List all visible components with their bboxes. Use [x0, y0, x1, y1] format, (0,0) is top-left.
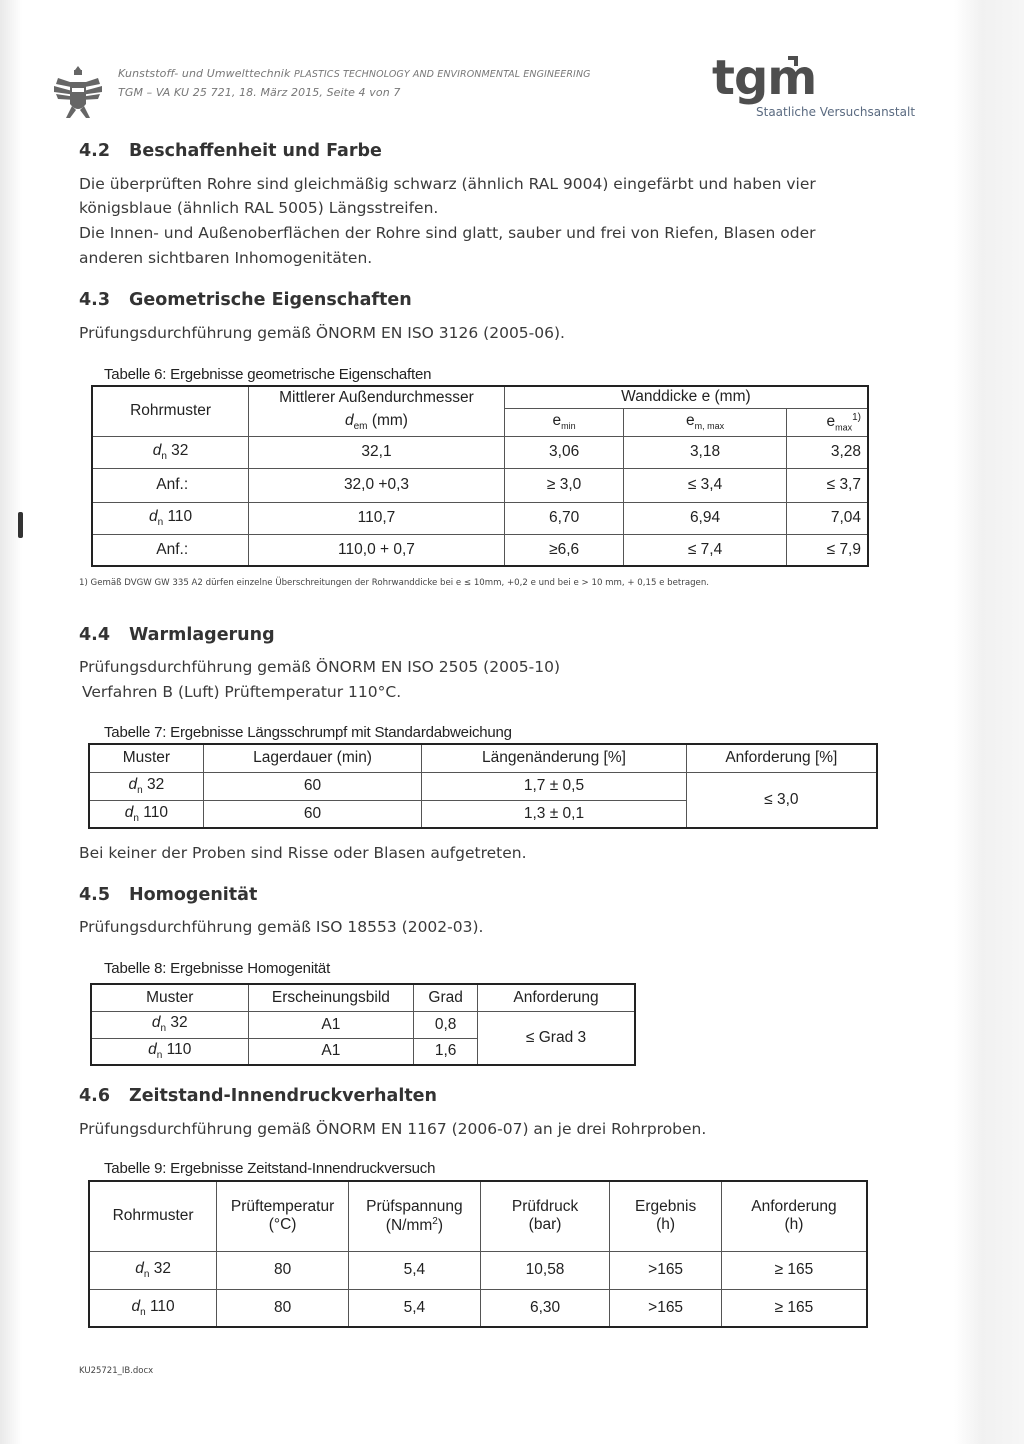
table-row	[89, 772, 877, 800]
tgm-logo-tick-icon	[788, 56, 798, 66]
s42-line-2: königsblaue (ähnlich RAL 5005) Längsstreifen.	[79, 199, 439, 217]
section-number: 4.2	[79, 141, 111, 161]
table-row	[92, 534, 868, 566]
table-8	[90, 983, 636, 1066]
table-row	[92, 436, 868, 468]
section-number: 4.6	[79, 1086, 111, 1106]
t8-head-muster: Muster	[91, 984, 248, 1011]
table-7-caption: Tabelle 7: Ergebnisse Längsschrumpf mit Standardabweichung	[104, 724, 512, 741]
table-6	[91, 385, 869, 567]
table-9	[88, 1180, 868, 1328]
tgm-logo-subtitle: Staatliche Versuchsanstalt	[756, 105, 916, 119]
t7-anforderung: ≤ 3,0	[686, 772, 877, 828]
table-7	[88, 743, 878, 829]
s44-note: Bei keiner der Proben sind Risse oder Blasen aufgetreten.	[79, 844, 527, 862]
header-line-1	[118, 67, 591, 80]
header-report-ref: TGM – VA KU 25 721, 18. März 2015, Seite 4 von 7	[118, 86, 401, 99]
t9-ergebnis: >165	[610, 1251, 722, 1289]
table-6-caption: Tabelle 6: Ergebnisse geometrische Eigenschaften	[104, 366, 432, 383]
t9-spannung: 5,4	[349, 1251, 481, 1289]
t6-emax: ≤ 7,9	[786, 534, 868, 566]
table-row	[89, 1251, 867, 1289]
scan-mark	[18, 512, 23, 538]
t6-muster: $d_n$ 32	[92, 436, 249, 468]
s46-method: Prüfungsdurchführung gemäß ÖNORM EN 1167 (2006-07) an je drei Rohrproben.	[79, 1120, 707, 1138]
t6-emmax: ≤ 3,4	[624, 468, 786, 502]
section-4-3-heading	[79, 290, 412, 310]
section-number: 4.5	[79, 885, 111, 905]
t8-head-grad: Grad	[414, 984, 478, 1011]
t6-emax: 3,28	[786, 436, 868, 468]
t9-muster: $d_n$ 32	[89, 1251, 217, 1289]
t9-temp: 80	[217, 1251, 349, 1289]
t6-emmax: ≤ 7,4	[624, 534, 786, 566]
t6-emmax: 6,94	[624, 502, 786, 534]
t6-head-emin: $e_{min}$	[504, 408, 624, 436]
scan-edge-left	[0, 0, 22, 1444]
s44-procedure: Verfahren B (Luft) Prüftemperatur 110°C.	[82, 683, 402, 701]
header-institute-en: PLASTICS TECHNOLOGY AND ENVIRONMENTAL ENGINEERING	[294, 69, 591, 80]
t6-emin: ≥6,6	[504, 534, 624, 566]
t7-muster: $d_n$ 110	[89, 800, 203, 828]
section-title: Beschaffenheit und Farbe	[129, 141, 382, 161]
t7-muster: $d_n$ 32	[89, 772, 203, 800]
t9-head-spannung: Prüfspannung $(N/mm^2)$	[349, 1181, 481, 1251]
t6-dem: 32,1	[249, 436, 505, 468]
t9-head-druck: Prüfdruck (bar)	[480, 1181, 610, 1251]
t6-head-rohrmuster: Rohrmuster	[92, 386, 249, 436]
t7-aenderung: 1,7 ± 0,5	[422, 772, 686, 800]
t8-grad: 1,6	[414, 1038, 478, 1065]
t7-head-anforderung: Anforderung [%]	[686, 744, 877, 772]
t7-head-laengenaenderung: Längenänderung [%]	[422, 744, 686, 772]
t9-head-temp: Prüftemperatur (°C)	[217, 1181, 349, 1251]
s42-line-4: anderen sichtbaren Inhomogenitäten.	[79, 249, 373, 267]
tgm-logo: tgm	[712, 50, 817, 106]
t9-anforderung: ≥ 165	[721, 1289, 867, 1327]
section-4-5-heading	[79, 885, 257, 905]
t9-druck: 6,30	[480, 1289, 610, 1327]
t8-muster: $d_n$ 32	[91, 1011, 248, 1038]
t6-emmax: 3,18	[624, 436, 786, 468]
s44-method: Prüfungsdurchführung gemäß ÖNORM EN ISO 2505 (2005-10)	[79, 658, 561, 676]
t6-head-emax: $e_{max}^{1)}$	[786, 408, 868, 436]
t7-aenderung: 1,3 ± 0,1	[422, 800, 686, 828]
t6-emax: ≤ 3,7	[786, 468, 868, 502]
t6-head-mittlerer: Mittlerer Außendurchmesser	[249, 386, 505, 408]
t9-head-ergebnis: Ergebnis (h)	[610, 1181, 722, 1251]
section-title: Warmlagerung	[129, 625, 275, 645]
header-institute: Kunststoff- und Umwelttechnik	[118, 67, 291, 80]
table-row	[89, 1289, 867, 1327]
section-4-4-heading	[79, 625, 275, 645]
t6-emin: 3,06	[504, 436, 624, 468]
t6-muster: $d_n$ 110	[92, 502, 249, 534]
t9-druck: 10,58	[480, 1251, 610, 1289]
t9-anforderung: ≥ 165	[721, 1251, 867, 1289]
section-title: Homogenität	[129, 885, 258, 905]
section-number: 4.4	[79, 625, 111, 645]
t6-dem: 110,7	[249, 502, 505, 534]
t7-dauer: 60	[203, 800, 422, 828]
section-title: Geometrische Eigenschaften	[129, 290, 412, 310]
t8-bild: A1	[248, 1038, 414, 1065]
table-row	[92, 468, 868, 502]
t6-emin: ≥ 3,0	[504, 468, 624, 502]
t6-dem: 110,0 + 0,7	[249, 534, 505, 566]
section-4-6-heading	[79, 1086, 437, 1106]
t9-spannung: 5,4	[349, 1289, 481, 1327]
austrian-eagle-crest-icon	[52, 62, 104, 124]
section-title: Zeitstand-Innendruckverhalten	[129, 1086, 438, 1106]
t6-emin: 6,70	[504, 502, 624, 534]
footer-filename: KU25721_IB.docx	[79, 1366, 154, 1376]
section-number: 4.3	[79, 290, 111, 310]
scan-edge-right	[954, 0, 1024, 1444]
t6-head-wanddicke: Wanddicke e (mm)	[504, 386, 868, 408]
t9-head-anforderung: Anforderung (h)	[721, 1181, 867, 1251]
t8-head-erscheinungsbild: Erscheinungsbild	[248, 984, 414, 1011]
t6-dem: 32,0 +0,3	[249, 468, 505, 502]
t8-head-anforderung: Anforderung	[478, 984, 635, 1011]
t8-bild: A1	[248, 1011, 414, 1038]
t8-muster: $d_n$ 110	[91, 1038, 248, 1065]
table-row	[92, 502, 868, 534]
t7-head-lagerdauer: Lagerdauer (min)	[203, 744, 422, 772]
t7-dauer: 60	[203, 772, 422, 800]
s45-method: Prüfungsdurchführung gemäß ISO 18553 (2002-03).	[79, 918, 484, 936]
table-9-caption: Tabelle 9: Ergebnisse Zeitstand-Innendruckversuch	[104, 1160, 436, 1177]
t8-grad: 0,8	[414, 1011, 478, 1038]
t7-head-muster: Muster	[89, 744, 203, 772]
t6-emax: 7,04	[786, 502, 868, 534]
t6-muster: Anf.:	[92, 534, 249, 566]
table-8-caption: Tabelle 8: Ergebnisse Homogenität	[104, 960, 331, 977]
s42-line-1: Die überprüften Rohre sind gleichmäßig schwarz (ähnlich RAL 9004) eingefärbt und haben vier	[79, 175, 816, 193]
table-6-footnote: 1) Gemäß DVGW GW 335 A2 dürfen einzelne Überschreitungen der Rohrwanddicke bei e ≤ 10mm, +0,2 e und bei e > 10 mm, + 0,15 e betragen.	[79, 578, 709, 588]
section-4-2-heading	[79, 141, 382, 161]
t9-head-rohrmuster: Rohrmuster	[89, 1181, 217, 1251]
t9-muster: $d_n$ 110	[89, 1289, 217, 1327]
t9-ergebnis: >165	[610, 1289, 722, 1327]
t8-anforderung: ≤ Grad 3	[478, 1011, 635, 1065]
t6-head-dem: $d_{em}$ (mm)	[249, 408, 505, 436]
s43-method: Prüfungsdurchführung gemäß ÖNORM EN ISO 3126 (2005-06).	[79, 324, 565, 342]
t9-temp: 80	[217, 1289, 349, 1327]
t6-muster: Anf.:	[92, 468, 249, 502]
t6-head-emmax: $e_{m, max}$	[624, 408, 786, 436]
table-row	[91, 1011, 635, 1038]
s42-line-3: Die Innen- und Außenoberflächen der Rohre sind glatt, sauber und frei von Riefen, Blasen oder	[79, 224, 816, 242]
